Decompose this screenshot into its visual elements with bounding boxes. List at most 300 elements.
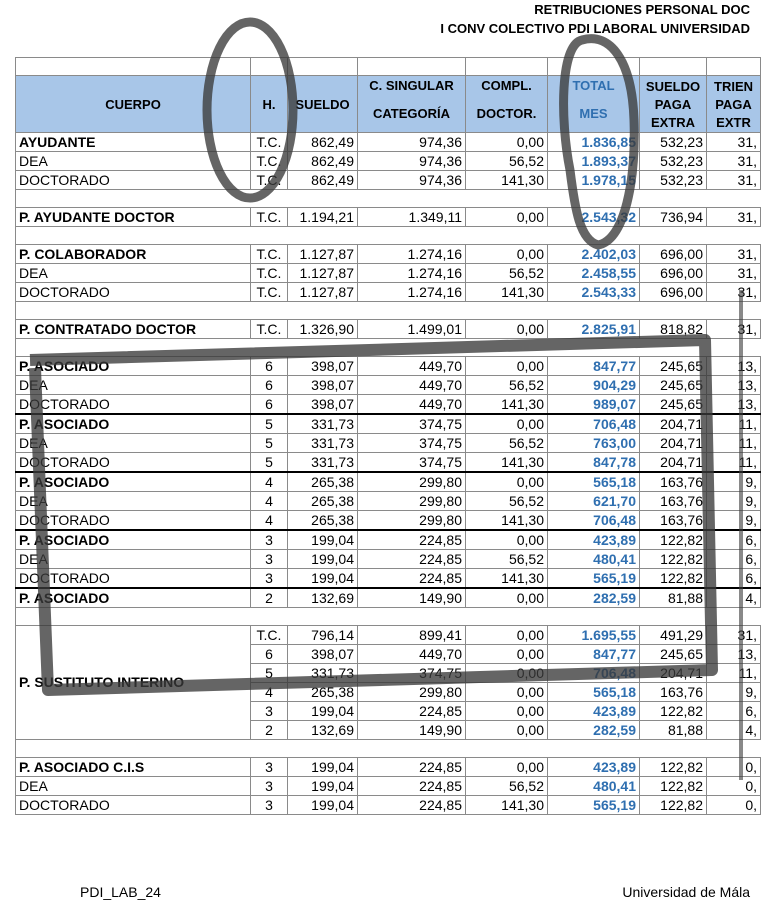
cell-paga-extra: 696,00 — [640, 245, 707, 264]
cell-c-singular: 149,90 — [358, 721, 466, 740]
cell-trienio: 6, — [707, 530, 761, 550]
cell-c-singular: 449,70 — [358, 376, 466, 395]
cell-sueldo: 199,04 — [288, 702, 358, 721]
cell-cuerpo: DOCTORADO — [16, 796, 251, 815]
cell-compl-doctor: 0,00 — [466, 702, 548, 721]
spacer-cell — [466, 227, 548, 245]
cell-trienio: 6, — [707, 569, 761, 589]
cell-sueldo: 398,07 — [288, 395, 358, 415]
cell-total-mes: 480,41 — [548, 550, 640, 569]
cell-total-mes: 480,41 — [548, 777, 640, 796]
spacer-cell — [358, 608, 466, 626]
spacer-cell — [16, 227, 251, 245]
table-row — [16, 588, 761, 608]
cell-compl-doctor: 141,30 — [466, 395, 548, 415]
cell-c-singular: 224,85 — [358, 702, 466, 721]
table-row — [16, 245, 761, 264]
cell-paga-extra: 204,71 — [640, 434, 707, 453]
cell-sueldo: 265,38 — [288, 511, 358, 531]
spacer-cell — [251, 227, 288, 245]
cell-h: 6 — [251, 376, 288, 395]
cell-h: T.C. — [251, 171, 288, 190]
cell-trienio: 11, — [707, 414, 761, 434]
cell-cuerpo: DEA — [16, 152, 251, 171]
table-row — [16, 395, 761, 415]
cell-trienio: 9, — [707, 683, 761, 702]
cell-sueldo: 199,04 — [288, 796, 358, 815]
spacer-row — [16, 339, 761, 357]
trien-line1: TRIEN — [714, 79, 753, 94]
cell-sueldo: 199,04 — [288, 530, 358, 550]
cell-cuerpo: P. CONTRATADO DOCTOR — [16, 320, 251, 339]
cell-trienio: 0, — [707, 796, 761, 815]
cell-cuerpo: AYUDANTE — [16, 133, 251, 152]
cell-trienio: 4, — [707, 721, 761, 740]
spacer-cell — [707, 740, 761, 758]
cell-paga-extra: 736,94 — [640, 208, 707, 227]
spacer-cell — [16, 339, 251, 357]
table-row — [16, 569, 761, 589]
spacer-cell — [16, 608, 251, 626]
cell-c-singular: 224,85 — [358, 569, 466, 589]
cell-sueldo: 265,38 — [288, 492, 358, 511]
cell-trienio: 13, — [707, 357, 761, 376]
cell-total-mes: 423,89 — [548, 702, 640, 721]
cell-sueldo: 331,73 — [288, 414, 358, 434]
cell-paga-extra: 122,82 — [640, 758, 707, 777]
cell-h: 3 — [251, 530, 288, 550]
cell-h: 4 — [251, 511, 288, 531]
cell-total-mes: 1.978,15 — [548, 171, 640, 190]
cell-c-singular: 449,70 — [358, 357, 466, 376]
cell-cuerpo: DEA — [16, 434, 251, 453]
spacer-row — [16, 740, 761, 758]
cell-compl-doctor: 141,30 — [466, 453, 548, 473]
cell-h: 6 — [251, 357, 288, 376]
cell-cuerpo: P. ASOCIADO — [16, 414, 251, 434]
cell-total-mes: 847,77 — [548, 645, 640, 664]
cell-total-mes: 847,77 — [548, 357, 640, 376]
spacer-cell — [707, 227, 761, 245]
col-header-trienio — [707, 76, 761, 133]
spacer-cell — [288, 608, 358, 626]
spacer-cell — [640, 608, 707, 626]
cell-trienio: 11, — [707, 453, 761, 473]
table-row — [16, 264, 761, 283]
table-row — [16, 453, 761, 473]
spacer-cell — [16, 190, 251, 208]
cell-sueldo: 132,69 — [288, 721, 358, 740]
cell-cuerpo: DEA — [16, 376, 251, 395]
cell-cuerpo: DEA — [16, 492, 251, 511]
cell-paga-extra: 204,71 — [640, 664, 707, 683]
cell-paga-extra: 204,71 — [640, 414, 707, 434]
cell-sueldo: 398,07 — [288, 357, 358, 376]
table-row — [16, 511, 761, 531]
cell-trienio: 31, — [707, 208, 761, 227]
cell-cuerpo: P. ASOCIADO — [16, 530, 251, 550]
cell-cuerpo: DOCTORADO — [16, 395, 251, 415]
cell-paga-extra: 532,23 — [640, 133, 707, 152]
spacer-cell — [466, 608, 548, 626]
cell-paga-extra: 245,65 — [640, 395, 707, 415]
table-row — [16, 472, 761, 492]
cell-sueldo: 199,04 — [288, 569, 358, 589]
cell-compl-doctor: 141,30 — [466, 569, 548, 589]
cell-sueldo: 862,49 — [288, 152, 358, 171]
cell-h: 3 — [251, 702, 288, 721]
cell-compl-doctor: 56,52 — [466, 492, 548, 511]
cell-sueldo: 398,07 — [288, 376, 358, 395]
cell-total-mes: 565,19 — [548, 569, 640, 589]
cell-h: 6 — [251, 395, 288, 415]
footer-document-code: PDI_LAB_24 — [80, 884, 161, 900]
cell-sueldo: 199,04 — [288, 758, 358, 777]
cell-compl-doctor: 0,00 — [466, 245, 548, 264]
cell-total-mes: 282,59 — [548, 588, 640, 608]
spacer-cell — [288, 190, 358, 208]
spacer-row — [16, 608, 761, 626]
cell-compl-doctor: 56,52 — [466, 550, 548, 569]
cell-trienio: 13, — [707, 395, 761, 415]
cell-compl-doctor: 0,00 — [466, 683, 548, 702]
cell-trienio: 31, — [707, 320, 761, 339]
cell-compl-doctor: 0,00 — [466, 530, 548, 550]
cell-h: T.C. — [251, 152, 288, 171]
cell-sueldo: 331,73 — [288, 664, 358, 683]
cell-sueldo: 1.127,87 — [288, 264, 358, 283]
cell-total-mes: 847,78 — [548, 453, 640, 473]
document-title-line1: RETRIBUCIONES PERSONAL DOC — [534, 2, 750, 17]
spacer-cell — [548, 190, 640, 208]
cell-compl-doctor: 0,00 — [466, 208, 548, 227]
cell-compl-doctor: 0,00 — [466, 664, 548, 683]
cell-total-mes: 565,18 — [548, 472, 640, 492]
cell-c-singular: 1.274,16 — [358, 264, 466, 283]
cell-paga-extra: 163,76 — [640, 683, 707, 702]
salary-table — [15, 57, 761, 815]
cell-h: 5 — [251, 434, 288, 453]
cell-total-mes: 423,89 — [548, 758, 640, 777]
cell-sueldo: 1.194,21 — [288, 208, 358, 227]
cell-cuerpo: P. ASOCIADO — [16, 472, 251, 492]
spacer-cell — [548, 302, 640, 320]
cell-cuerpo: DOCTORADO — [16, 171, 251, 190]
cell-paga-extra: 696,00 — [640, 283, 707, 302]
spacer-row — [16, 302, 761, 320]
cell-trienio: 31, — [707, 264, 761, 283]
cell-cuerpo: P. ASOCIADO C.I.S — [16, 758, 251, 777]
cell-paga-extra: 81,88 — [640, 721, 707, 740]
cell-paga-extra: 163,76 — [640, 492, 707, 511]
cell-total-mes: 2.543,33 — [548, 283, 640, 302]
cell-c-singular: 299,80 — [358, 683, 466, 702]
cell-compl-doctor: 0,00 — [466, 588, 548, 608]
cell-total-mes: 621,70 — [548, 492, 640, 511]
cell-sueldo: 265,38 — [288, 683, 358, 702]
cell-trienio: 11, — [707, 664, 761, 683]
table-row — [16, 357, 761, 376]
table-row — [16, 171, 761, 190]
cell-total-mes: 1.695,55 — [548, 626, 640, 645]
cell-cuerpo: DEA — [16, 264, 251, 283]
spacer-cell — [640, 227, 707, 245]
cell-h: 2 — [251, 588, 288, 608]
spacer-cell — [707, 302, 761, 320]
cell-c-singular: 374,75 — [358, 414, 466, 434]
cell-h: 3 — [251, 569, 288, 589]
cell-h: 4 — [251, 472, 288, 492]
cell-total-mes: 2.458,55 — [548, 264, 640, 283]
cell-cuerpo: P. ASOCIADO — [16, 357, 251, 376]
col-header-compl — [466, 76, 548, 133]
table-header-row — [16, 76, 761, 133]
cell-trienio: 31, — [707, 171, 761, 190]
paga-line1: SUELDO — [645, 79, 701, 94]
c-singular-bottom: CATEGORÍA — [372, 106, 451, 121]
spacer-cell — [358, 190, 466, 208]
cell-compl-doctor: 56,52 — [466, 434, 548, 453]
cell-trienio: 6, — [707, 550, 761, 569]
col-header-h: H. — [251, 76, 288, 133]
cell-trienio: 31, — [707, 152, 761, 171]
spacer-cell — [288, 740, 358, 758]
cell-paga-extra: 122,82 — [640, 550, 707, 569]
cell-trienio: 31, — [707, 626, 761, 645]
spacer-cell — [640, 302, 707, 320]
cell-h: 3 — [251, 777, 288, 796]
cell-sueldo: 1.326,90 — [288, 320, 358, 339]
col-header-paga-extra — [640, 76, 707, 133]
cell-cuerpo-sustituto: P. SUSTITUTO INTERINO — [16, 626, 251, 740]
col-header-sueldo: SUELDO — [288, 76, 358, 133]
cell-total-mes: 565,18 — [548, 683, 640, 702]
cell-c-singular: 299,80 — [358, 511, 466, 531]
spacer-cell — [548, 740, 640, 758]
table-row — [16, 320, 761, 339]
table-row — [16, 530, 761, 550]
cell-total-mes: 565,19 — [548, 796, 640, 815]
cell-total-mes: 2.543,32 — [548, 208, 640, 227]
table-row — [16, 777, 761, 796]
spacer-cell — [707, 190, 761, 208]
cell-paga-extra: 204,71 — [640, 453, 707, 473]
cell-paga-extra: 532,23 — [640, 152, 707, 171]
cell-sueldo: 199,04 — [288, 777, 358, 796]
cell-c-singular: 374,75 — [358, 434, 466, 453]
cell-sueldo: 1.127,87 — [288, 283, 358, 302]
paga-line3: EXTRA — [650, 115, 696, 130]
spacer-cell — [251, 608, 288, 626]
cell-compl-doctor: 0,00 — [466, 133, 548, 152]
cell-h: T.C. — [251, 245, 288, 264]
cell-paga-extra: 696,00 — [640, 264, 707, 283]
paga-line2: PAGA — [654, 97, 692, 112]
cell-c-singular: 899,41 — [358, 626, 466, 645]
cell-total-mes: 423,89 — [548, 530, 640, 550]
spacer-cell — [466, 302, 548, 320]
cell-cuerpo: DOCTORADO — [16, 453, 251, 473]
cell-c-singular: 1.274,16 — [358, 245, 466, 264]
cell-h: 3 — [251, 796, 288, 815]
cell-compl-doctor: 0,00 — [466, 472, 548, 492]
cell-c-singular: 449,70 — [358, 645, 466, 664]
cell-paga-extra: 818,82 — [640, 320, 707, 339]
cell-h: T.C. — [251, 626, 288, 645]
table-row — [16, 152, 761, 171]
cell-compl-doctor: 56,52 — [466, 264, 548, 283]
cell-cuerpo: P. ASOCIADO — [16, 588, 251, 608]
cell-c-singular: 224,85 — [358, 758, 466, 777]
table-row — [16, 208, 761, 227]
total-bottom: MES — [579, 106, 608, 121]
cell-paga-extra: 122,82 — [640, 702, 707, 721]
cell-cuerpo: DOCTORADO — [16, 283, 251, 302]
spacer-cell — [358, 740, 466, 758]
table-row — [16, 796, 761, 815]
table-row — [16, 133, 761, 152]
cell-total-mes: 1.836,85 — [548, 133, 640, 152]
table-row — [16, 492, 761, 511]
cell-h: T.C. — [251, 133, 288, 152]
spacer-cell — [466, 339, 548, 357]
cell-h: 3 — [251, 758, 288, 777]
cell-c-singular: 1.499,01 — [358, 320, 466, 339]
spacer-cell — [640, 339, 707, 357]
cell-paga-extra: 245,65 — [640, 357, 707, 376]
cell-total-mes: 1.893,37 — [548, 152, 640, 171]
spacer-cell — [288, 227, 358, 245]
cell-h: 6 — [251, 645, 288, 664]
spacer-cell — [251, 302, 288, 320]
cell-trienio: 11, — [707, 434, 761, 453]
spacer-cell — [640, 190, 707, 208]
cell-paga-extra: 245,65 — [640, 376, 707, 395]
table-row — [16, 626, 761, 645]
spacer-cell — [707, 339, 761, 357]
cell-total-mes: 904,29 — [548, 376, 640, 395]
document-title-line2: I CONV COLECTIVO PDI LABORAL UNIVERSIDAD — [440, 21, 750, 36]
cell-trienio: 13, — [707, 376, 761, 395]
table-row — [16, 550, 761, 569]
cell-cuerpo: DOCTORADO — [16, 569, 251, 589]
cell-paga-extra: 163,76 — [640, 511, 707, 531]
cell-c-singular: 299,80 — [358, 472, 466, 492]
cell-sueldo: 331,73 — [288, 453, 358, 473]
cell-trienio: 9, — [707, 511, 761, 531]
cell-sueldo: 796,14 — [288, 626, 358, 645]
cell-compl-doctor: 141,30 — [466, 796, 548, 815]
cell-c-singular: 1.349,11 — [358, 208, 466, 227]
cell-c-singular: 1.274,16 — [358, 283, 466, 302]
cell-trienio: 0, — [707, 758, 761, 777]
spacer-cell — [358, 302, 466, 320]
cell-paga-extra: 491,29 — [640, 626, 707, 645]
col-header-total — [548, 76, 640, 133]
cell-paga-extra: 81,88 — [640, 588, 707, 608]
table-top-row — [16, 58, 761, 76]
cell-compl-doctor: 141,30 — [466, 511, 548, 531]
col-header-c-singular — [358, 76, 466, 133]
cell-h: 2 — [251, 721, 288, 740]
cell-h: 5 — [251, 414, 288, 434]
cell-c-singular: 224,85 — [358, 550, 466, 569]
spacer-cell — [358, 339, 466, 357]
cell-cuerpo: P. COLABORADOR — [16, 245, 251, 264]
cell-h: 5 — [251, 664, 288, 683]
cell-paga-extra: 122,82 — [640, 796, 707, 815]
cell-total-mes: 2.825,91 — [548, 320, 640, 339]
compl-bottom: DOCTOR. — [476, 106, 537, 121]
cell-trienio: 9, — [707, 472, 761, 492]
spacer-cell — [466, 740, 548, 758]
cell-compl-doctor: 56,52 — [466, 376, 548, 395]
spacer-cell — [707, 608, 761, 626]
cell-compl-doctor: 0,00 — [466, 626, 548, 645]
cell-trienio: 31, — [707, 283, 761, 302]
cell-total-mes: 763,00 — [548, 434, 640, 453]
cell-trienio: 6, — [707, 702, 761, 721]
cell-cuerpo: P. AYUDANTE DOCTOR — [16, 208, 251, 227]
spacer-cell — [251, 190, 288, 208]
spacer-cell — [16, 302, 251, 320]
cell-total-mes: 706,48 — [548, 664, 640, 683]
cell-trienio: 31, — [707, 133, 761, 152]
col-header-cuerpo: CUERPO — [16, 76, 251, 133]
spacer-cell — [288, 302, 358, 320]
table-row — [16, 283, 761, 302]
footer-university: Universidad de Mála — [622, 884, 750, 900]
cell-trienio: 31, — [707, 245, 761, 264]
cell-trienio: 0, — [707, 777, 761, 796]
cell-total-mes: 989,07 — [548, 395, 640, 415]
cell-c-singular: 224,85 — [358, 530, 466, 550]
cell-compl-doctor: 0,00 — [466, 758, 548, 777]
spacer-cell — [548, 339, 640, 357]
cell-total-mes: 282,59 — [548, 721, 640, 740]
table-row — [16, 376, 761, 395]
cell-h: T.C. — [251, 320, 288, 339]
cell-sueldo: 331,73 — [288, 434, 358, 453]
cell-cuerpo: DEA — [16, 777, 251, 796]
spacer-cell — [640, 740, 707, 758]
cell-sueldo: 862,49 — [288, 171, 358, 190]
cell-compl-doctor: 141,30 — [466, 171, 548, 190]
cell-h: 4 — [251, 683, 288, 702]
cell-trienio: 4, — [707, 588, 761, 608]
cell-total-mes: 2.402,03 — [548, 245, 640, 264]
cell-trienio: 13, — [707, 645, 761, 664]
cell-c-singular: 974,36 — [358, 152, 466, 171]
spacer-row — [16, 190, 761, 208]
cell-paga-extra: 122,82 — [640, 569, 707, 589]
spacer-cell — [548, 608, 640, 626]
cell-compl-doctor: 56,52 — [466, 152, 548, 171]
cell-c-singular: 299,80 — [358, 492, 466, 511]
cell-compl-doctor: 0,00 — [466, 721, 548, 740]
cell-paga-extra: 163,76 — [640, 472, 707, 492]
cell-compl-doctor: 56,52 — [466, 777, 548, 796]
cell-trienio: 9, — [707, 492, 761, 511]
total-top: TOTAL — [572, 78, 615, 93]
cell-paga-extra: 122,82 — [640, 777, 707, 796]
spacer-cell — [251, 339, 288, 357]
cell-sueldo: 1.127,87 — [288, 245, 358, 264]
spacer-cell — [288, 339, 358, 357]
spacer-cell — [548, 227, 640, 245]
cell-h: 4 — [251, 492, 288, 511]
cell-c-singular: 974,36 — [358, 171, 466, 190]
